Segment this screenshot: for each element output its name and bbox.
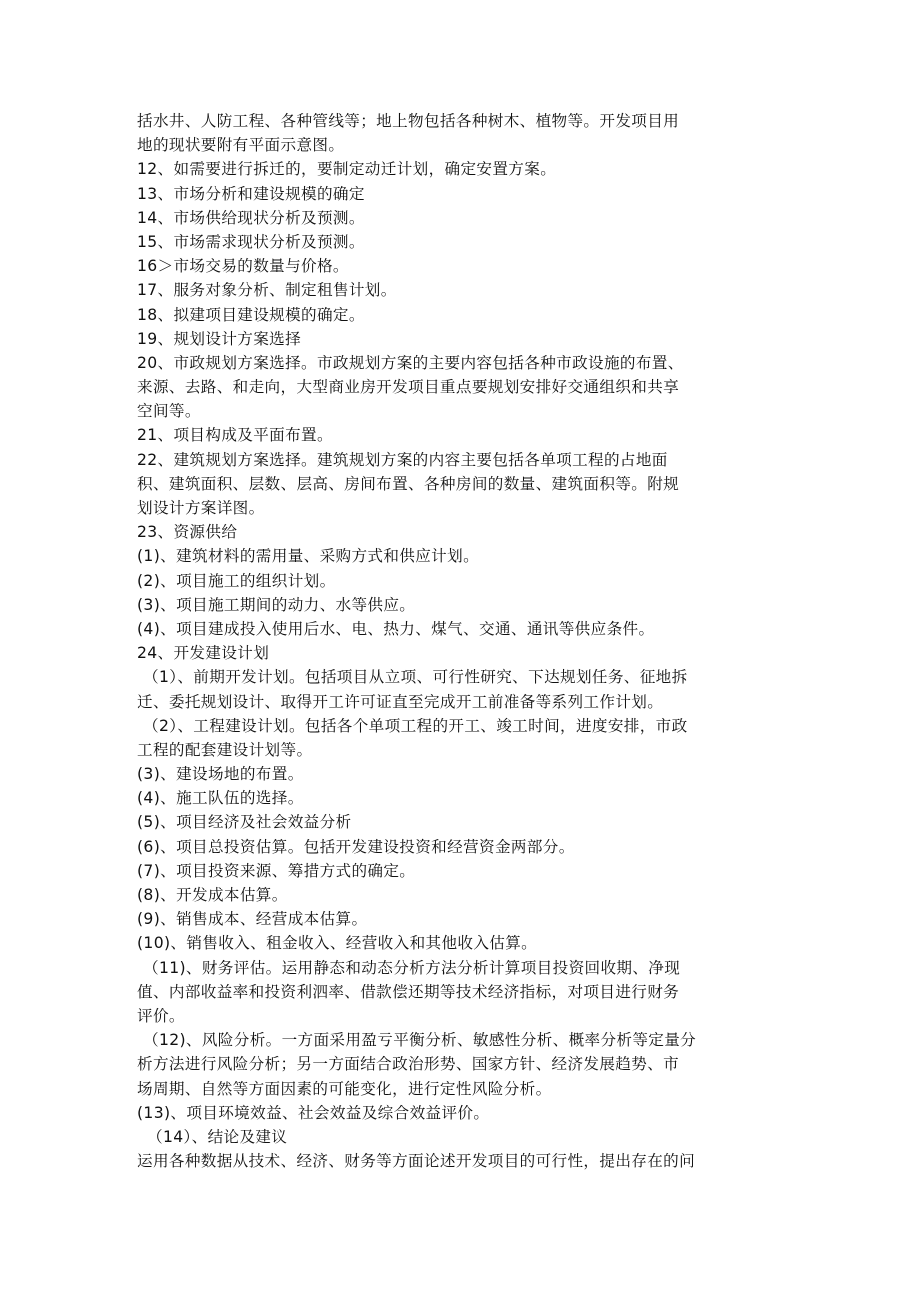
text-line: (1)、建筑材料的需用量、采购方式和供应计划。: [137, 547, 480, 566]
text-line: 14、市场供给现状分析及预测。: [137, 208, 365, 227]
text-line: (13)、项目环境效益、社会效益及综合效益评价。: [137, 1103, 490, 1122]
text-line: 23、资源供给: [137, 523, 238, 542]
text-line: 空间等。: [137, 402, 201, 421]
body-text: [137, 109, 787, 1173]
text-line: 12、如需要进行拆迁的，要制定动迁计划，确定安置方案。: [137, 160, 557, 179]
text-line: 评价。: [137, 1006, 185, 1025]
text-line: 20、市政规划方案选择。市政规划方案的主要内容包括各种市政设施的布置、: [137, 353, 684, 372]
text-line: (6)、项目总投资估算。包括开发建设投资和经营资金两部分。: [137, 837, 575, 856]
text-line: 括水井、人防工程、各种管线等；地上物包括各种树木、植物等。开发项目用: [137, 112, 680, 130]
text-line: (4)、施工队伍的选择。: [137, 789, 304, 808]
text-line: 19、规划设计方案选择: [137, 329, 302, 348]
text-line: 13、市场分析和建设规模的确定: [137, 184, 365, 203]
text-line: （11)、财务评估。运用静态和动态分析方法分析计算项目投资回收期、净现: [143, 958, 681, 977]
text-line: 17、服务对象分析、制定租售计划。: [137, 281, 397, 300]
text-line: 运用各种数据从技术、经济、财务等方面论述开发项目的可行性，提出存在的问: [137, 1152, 696, 1171]
text-line: (5)、项目经济及社会效益分析: [137, 813, 352, 832]
text-line: (7)、项目投资来源、筹措方式的确定。: [137, 861, 416, 880]
text-line: 划设计方案详图。: [137, 499, 265, 517]
text-line: (9)、销售成本、经营成本估算。: [137, 910, 368, 929]
text-line: 21、项目构成及平面布置。: [137, 426, 333, 445]
text-line: 24、开发建设计划: [137, 644, 270, 663]
text-line: （14）、结论及建议: [147, 1127, 288, 1146]
text-line: （2）、工程建设计划。包括各个单项工程的开工、竣工时间，进度安排，市政: [143, 716, 688, 735]
text-line: 值、内部收益率和投资利泗率、借款偿还期等技术经济指标，对项目进行财务: [137, 982, 680, 1001]
text-line: 迁、委托规划设计、取得开工许可证直至完成开工前准备等系列工作计划。: [137, 692, 664, 711]
text-line: 18、拟建项目建设规模的确定。: [137, 305, 365, 324]
text-line: (3)、建设场地的布置。: [137, 765, 304, 784]
text-line: 16＞市场交易的数量与价格。: [137, 257, 349, 276]
text-line: (3)、项目施工期间的动力、水等供应。: [137, 595, 416, 614]
text-line: (8)、开发成本估算。: [137, 886, 288, 904]
text-line: 来源、去路、和走向，大型商业房开发项目重点要规划安排好交通组织和共享: [137, 378, 680, 397]
text-line: 地的现状要附有平面示意图。: [137, 136, 345, 155]
text-line: （1）、前期开发计划。包括项目从立项、可行性研究、下达规划任务、征地拆: [143, 668, 688, 687]
text-line: 析方法进行风险分析；另一方面结合政治形势、国家方针、经济发展趋势、市: [137, 1055, 680, 1074]
text-line: 场周期、自然等方面因素的可能变化，进行定性风险分析。: [137, 1079, 552, 1098]
text-line: (4)、项目建成投入使用后水、电、热力、煤气、交通、通讯等供应条件。: [137, 619, 655, 638]
text-line: 22、建筑规划方案选择。建筑规划方案的内容主要包括各单项工程的占地面: [137, 450, 668, 469]
text-line: (2)、项目施工的组织计划。: [137, 571, 336, 590]
text-line: 积、建筑面积、层数、层高、房间布置、各种房间的数量、建筑面积等。附规: [137, 474, 680, 493]
text-line: （12)、风险分析。一方面采用盈亏平衡分析、敏感性分析、概率分析等定量分: [143, 1031, 697, 1050]
text-line: (10)、销售收入、租金收入、经营收入和其他收入估算。: [137, 934, 538, 953]
text-line: 15、市场需求现状分析及预测。: [137, 232, 365, 251]
text-line: 工程的配套建设计划等。: [137, 740, 313, 759]
